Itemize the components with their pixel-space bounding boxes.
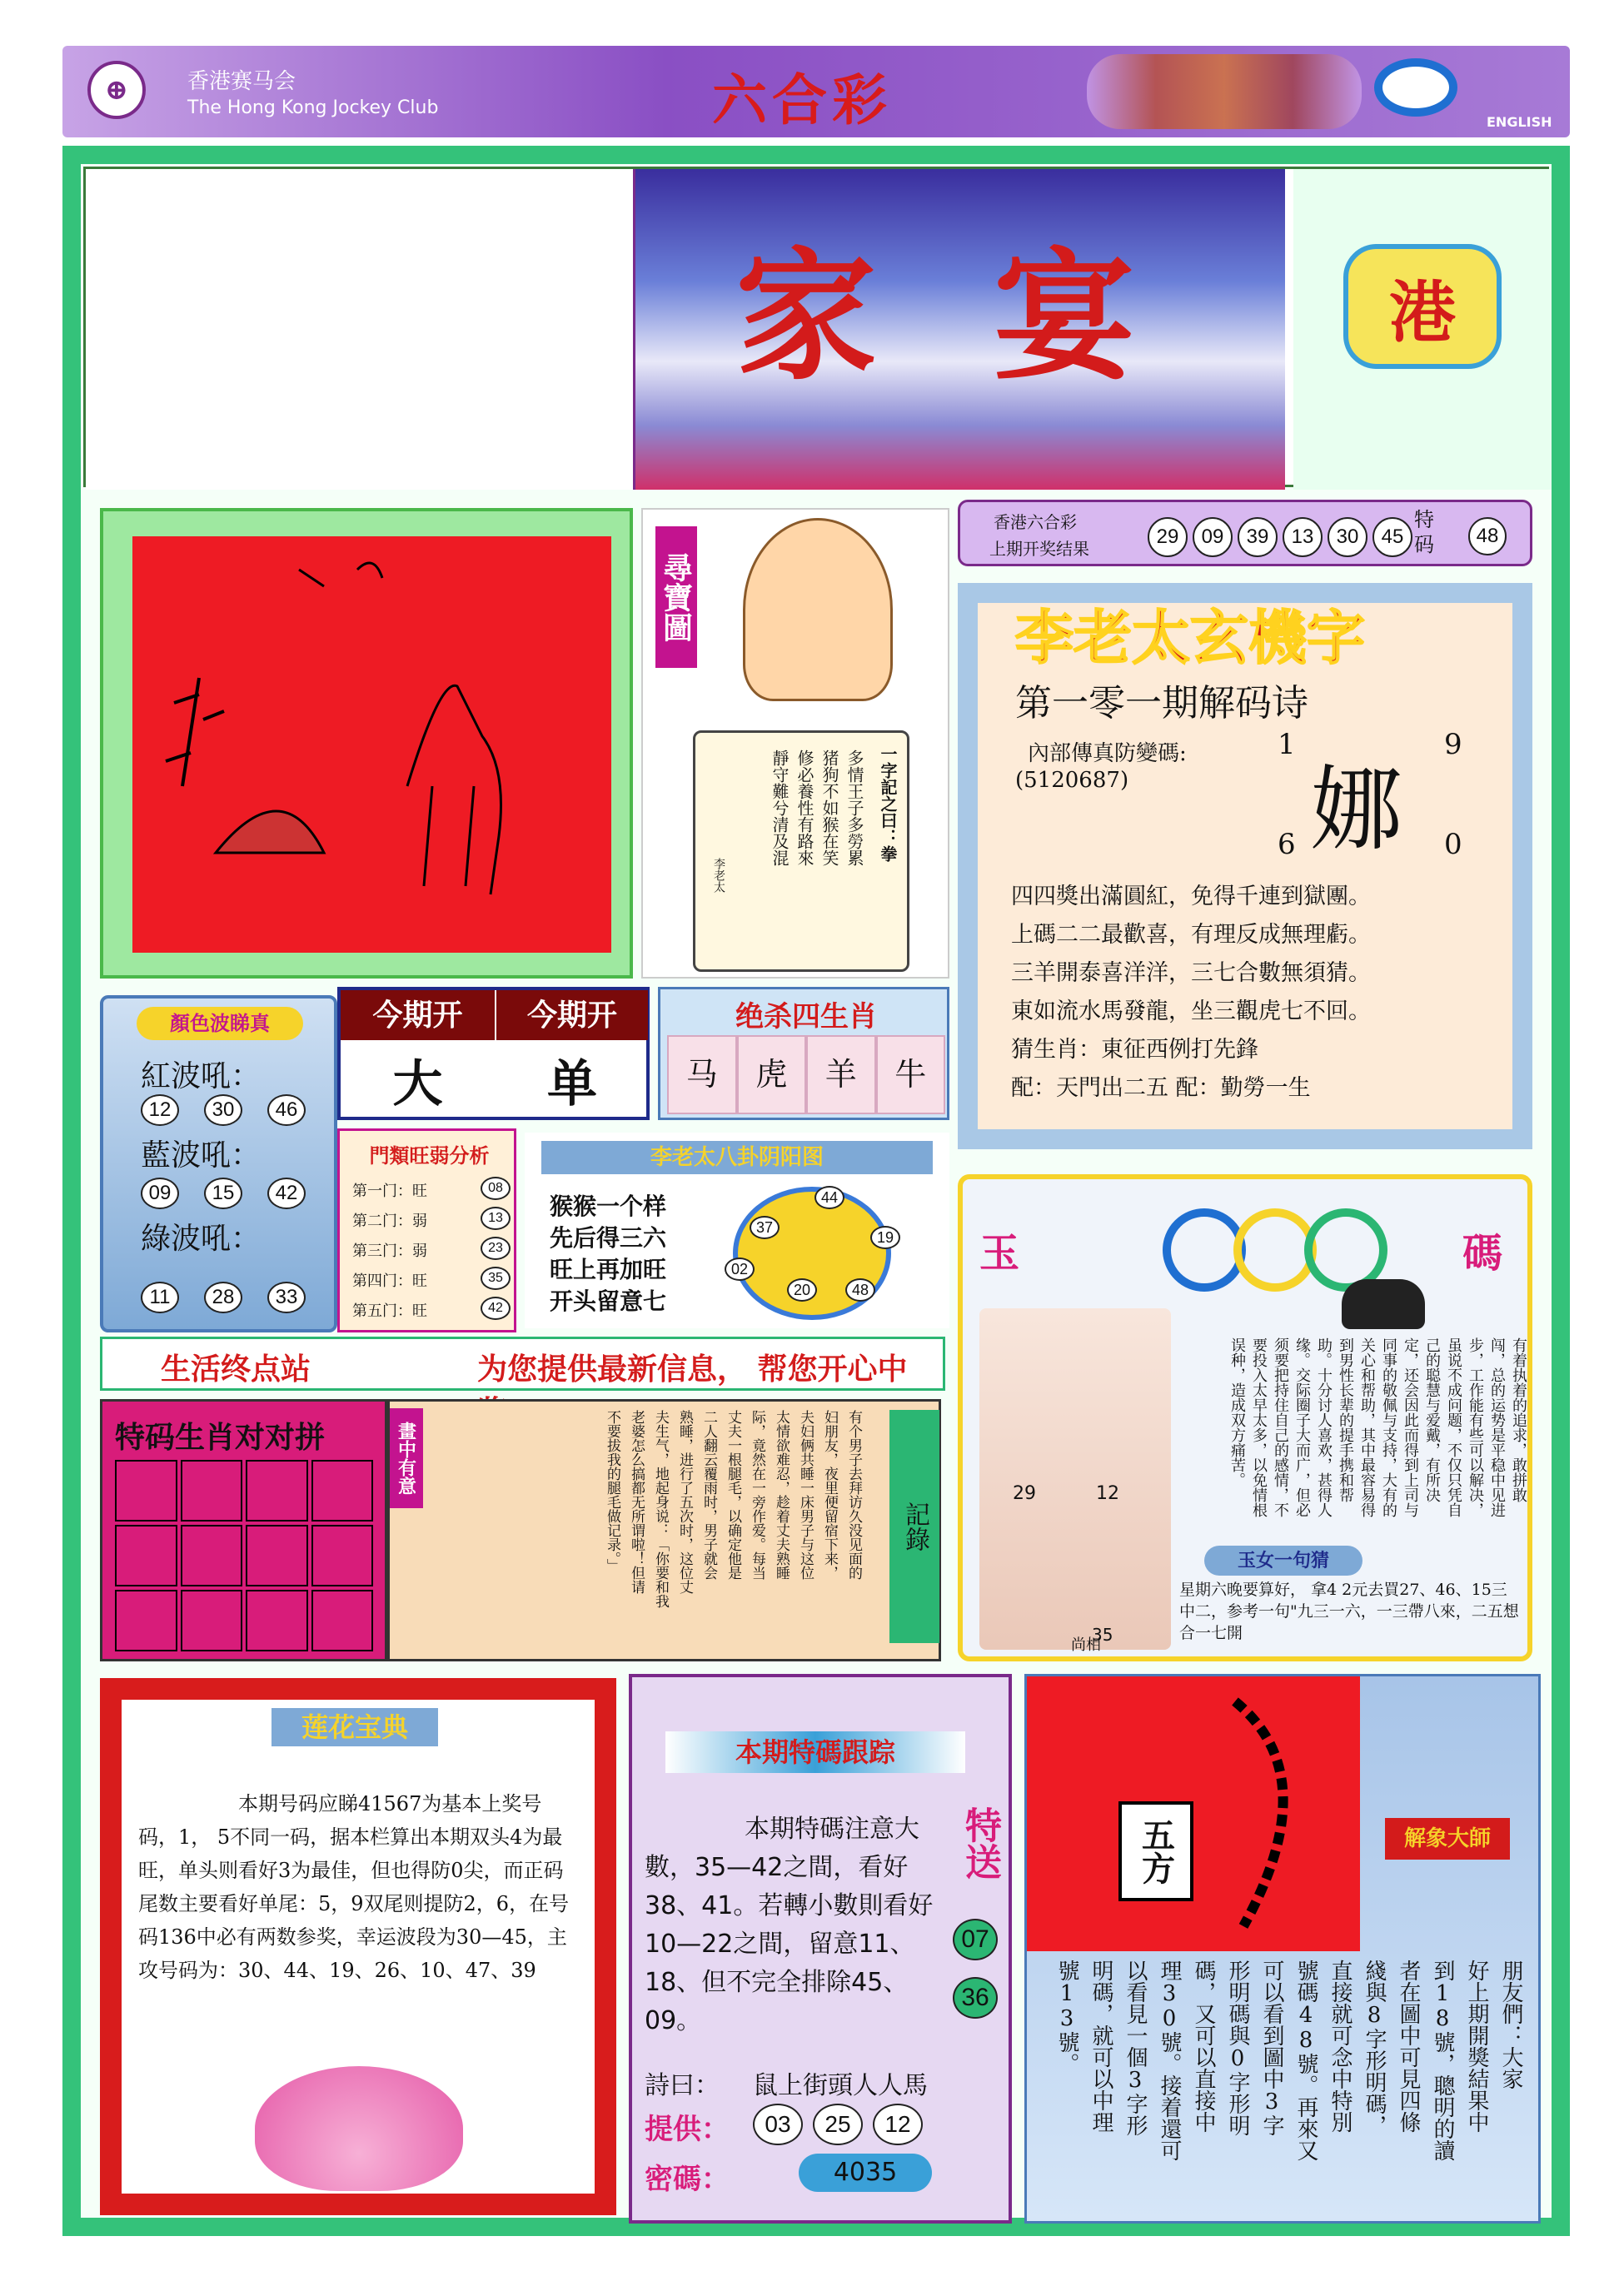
bagua-num: 37 — [750, 1216, 780, 1239]
horse-race-icon — [1087, 54, 1362, 129]
riddle-title: 玉女一句猜 — [1204, 1546, 1362, 1576]
master-col: 形明碼與0字形明 — [1225, 1960, 1250, 2136]
period-head-2: 今期开 — [496, 990, 648, 1040]
bagua-line: 猴猴一个样 — [550, 1193, 667, 1220]
poem-line: 猜生肖：東征西例打先鋒 — [1011, 1037, 1258, 1063]
poem-lines — [1011, 878, 1494, 1108]
red-ball: 30 — [204, 1094, 242, 1126]
olympic-rings-icon — [1163, 1208, 1371, 1292]
photo-num: 29 — [1013, 1483, 1036, 1504]
result-ball: 45 — [1372, 517, 1412, 557]
bagua-panel — [525, 1133, 949, 1328]
painting-image — [132, 536, 611, 953]
poem-text: 鼠上街頭人人馬 — [753, 2071, 928, 2100]
zodiac-cell — [181, 1590, 243, 1651]
kill-four-title: 绝杀四生肖 — [735, 1000, 877, 1033]
bagua-title: 李老太八卦阴阳图 — [541, 1141, 933, 1174]
poem-brand: 李老太玄機字 — [1015, 603, 1365, 672]
result-ball: 09 — [1193, 517, 1233, 557]
painting-frame — [100, 508, 633, 979]
green-ball: 28 — [204, 1282, 242, 1313]
scroll-line-1: 多情王子多勞累 — [844, 750, 864, 866]
story-col: 不要拔我的腿毛做记录。」 — [604, 1410, 620, 1573]
period-head-1: 今期开 — [341, 990, 495, 1040]
bagua-num: 20 — [787, 1278, 817, 1302]
blue-ball: 42 — [267, 1178, 306, 1209]
poem-line: 四四獎出滿圓紅，免得千連到獄團。 — [1011, 884, 1371, 909]
story-col: 妇朋友，夜里便留宿下来， — [821, 1410, 838, 1580]
period-value-1: 大 — [392, 1055, 443, 1113]
lotus-text: 本期号码应睇41567为基本上奖号码，1， 5不同一码，据本栏算出本期双头4为最旺，单头则看好3为最佳，但也得防0尖，而正码尾数主要看好单尾：5，9双尾则提防2，6，在号码136中必有两数参奖，幸运波段为30—45，主攻号码为：30、44、19、26、10、47、39 — [138, 1792, 570, 1982]
story-col: 太情欲难忍，趁着丈夫熟睡 — [773, 1410, 790, 1580]
banner — [83, 167, 1549, 487]
zodiac-cell — [246, 1460, 308, 1522]
corner-num-br: 0 — [1444, 828, 1462, 861]
green-ball: 33 — [267, 1282, 306, 1313]
tracking-title: 本期特碼跟踪 — [665, 1731, 965, 1773]
zodiac-title: 特码生肖对对拼 — [115, 1420, 326, 1455]
riddle-text: 星期六晚要算好， 拿4 2元去買27、46、15三中二，参考一句"九三一六，一三帶八來，二五想合一七開 — [1179, 1581, 1519, 1642]
life-title: 生活终点站 — [161, 1352, 311, 1387]
gate-row: 第四门：旺 35 — [352, 1267, 511, 1297]
scroll-line-3: 修必養性有路來 — [795, 750, 814, 866]
wave-panel — [100, 995, 337, 1332]
master-col: 者在圖中可見四條 — [1396, 1960, 1421, 2133]
side-ball: 07 — [953, 1919, 998, 1960]
photo-num: 35 — [1092, 1625, 1113, 1645]
box-char: 五方 — [1118, 1801, 1193, 1901]
bagua-line: 开头留意七 — [550, 1287, 667, 1315]
kill-item: 牛 — [876, 1035, 946, 1114]
dog-bamboo-drawing — [132, 536, 611, 953]
story-col: 夫生气，地起身说：「你要和我 — [652, 1410, 669, 1608]
scroll-line-4: 靜守難兮清及混 — [770, 750, 790, 866]
poem-line: 東如流水馬發龍，坐三觀虎七不回。 — [1011, 999, 1371, 1024]
story-col: 老婆怎么搞都无所谓啦！但请 — [628, 1410, 645, 1594]
poem-panel — [958, 583, 1532, 1149]
corner-num-tl: 1 — [1278, 728, 1296, 761]
story-col: 有个男子去拜访久没见面的 — [845, 1410, 862, 1580]
period-value-2: 单 — [547, 1055, 597, 1113]
life-slogan: 为您提供最新信息， 帮您开心中 — [477, 1352, 908, 1387]
story-col: 夫妇俩共睡一床男子与这位 — [797, 1410, 814, 1580]
bagua-num: 44 — [814, 1186, 844, 1209]
result-ball: 39 — [1238, 517, 1278, 557]
results-label-2: 上期开奖结果 — [989, 539, 1089, 559]
password-label: 密碼： — [645, 2163, 730, 2196]
gates-rows — [352, 1177, 511, 1327]
story-col: 熟睡，进行了五次时，这位丈 — [676, 1410, 693, 1594]
fax-code: (5120687) — [1015, 768, 1129, 793]
gates-title: 門類旺弱分析 — [369, 1143, 490, 1168]
zodiac-cell — [311, 1525, 374, 1586]
zodiac-cell — [115, 1525, 177, 1586]
gates-analysis — [337, 1128, 516, 1332]
master-col: 到18號，聰明的讀 — [1430, 1960, 1455, 2161]
result-ball: 29 — [1148, 517, 1188, 557]
life-slogan-bar — [100, 1337, 945, 1391]
provide-label: 提供： — [645, 2113, 730, 2146]
corner-num-tr: 9 — [1444, 728, 1462, 761]
story-side: 記錄 — [889, 1410, 939, 1643]
bagua-line: 旺上再加旺 — [550, 1256, 667, 1283]
master-columns — [1044, 1960, 1527, 2209]
poem-line: 三羊開泰喜洋洋，三七合數無須猜。 — [1011, 960, 1371, 986]
result-ball: 30 — [1328, 517, 1367, 557]
special-ball: 48 — [1468, 517, 1507, 555]
blue-ball: 15 — [204, 1178, 242, 1209]
password-value: 4035 — [799, 2154, 932, 2192]
english-link[interactable]: ENGLISH — [1487, 114, 1552, 130]
master-col: 朋友們：大家 — [1498, 1960, 1523, 2089]
master-col: 號碼48號。再來又 — [1293, 1960, 1318, 2161]
big-char: 娜 — [1311, 756, 1402, 863]
kill-item: 马 — [667, 1035, 737, 1114]
zodiac-cell — [311, 1590, 374, 1651]
previous-results — [958, 500, 1532, 566]
story-columns — [523, 1410, 864, 1656]
hk-badge-area — [1293, 169, 1552, 490]
pig-mascot-icon — [743, 518, 893, 701]
org-name-cn: 香港赛马会 — [187, 69, 296, 94]
blank-box — [86, 169, 635, 490]
jade-text: 有着执着的追求，敢拼敢闯，总的运势是平稳中见进步，工作能有些可以解决，虽说不成问题，不仅只凭自己的聪慧与爱戴，有所决定，还会因此而得到上司与同事的敬佩与支持，大有的关心和帮助，其中最容易得到男性长辈的提手携和帮助。十分讨人喜欢，甚得人缘。交际圈子大而广，但必须要把持住自己的感情，不要投入太早太多，以免情根误种，造成双方痛苦。 — [1228, 1337, 1527, 1517]
results-numbers — [1148, 517, 1412, 557]
red-ball: 46 — [267, 1094, 306, 1126]
bead-chain-drawing — [1027, 1676, 1360, 1951]
master-col: 號13號。 — [1054, 1960, 1079, 2074]
red-ball: 12 — [141, 1094, 179, 1126]
provide-numbers — [753, 2104, 923, 2145]
scroll — [693, 730, 909, 972]
bagua-line: 先后得三六 — [550, 1224, 667, 1252]
poem-label: 詩曰： — [645, 2071, 720, 2100]
poem-line: 配：天門出二五 配：勤勞一生 — [1011, 1075, 1311, 1101]
zodiac-grid — [100, 1399, 387, 1661]
master-col: 理30號。接着還可 — [1157, 1960, 1182, 2161]
master-col: 以看見一個3字形 — [1123, 1960, 1148, 2136]
bagua-num: 02 — [725, 1258, 755, 1281]
tracking-text: 本期特碼注意大數，35—42之間，看好38、41。若轉小數則看好10—22之間，留意11、18、但不完全排除45、09。 — [645, 1815, 934, 2035]
poem-subtitle: 第一零一期解码诗 — [1015, 682, 1308, 725]
kill-four — [658, 987, 949, 1120]
master-col: 可以看到圖中3字 — [1259, 1960, 1284, 2136]
this-period — [337, 987, 650, 1120]
master-panel — [1024, 1674, 1541, 2224]
scroll-line-2: 猪狗不如猴在笑 — [819, 750, 839, 866]
green-wave-nums — [141, 1282, 306, 1313]
bagua-num: 48 — [845, 1278, 875, 1302]
red-wave-nums — [141, 1094, 306, 1126]
jade-panel — [958, 1174, 1532, 1661]
red-wave-label: 紅波吼： — [141, 1059, 262, 1093]
blue-ball: 09 — [141, 1178, 179, 1209]
org-name-en: The Hong Kong Jockey Club — [187, 97, 439, 118]
header-bar — [62, 46, 1570, 137]
zodiac-cells — [115, 1460, 373, 1651]
special-label: 特码 — [1414, 508, 1434, 556]
tracking-panel — [629, 1674, 1012, 2224]
jade-photo — [979, 1308, 1171, 1654]
scroll-sign: 李老太 — [712, 858, 725, 893]
story-col: 二人翻云覆雨时，男子就会 — [700, 1410, 717, 1580]
zodiac-cell — [311, 1460, 374, 1522]
bagua-lines — [550, 1191, 666, 1317]
lottery-logo-icon[interactable] — [1374, 58, 1457, 117]
hkjc-logo-icon[interactable]: ⊕ — [87, 61, 146, 119]
zodiac-cell — [246, 1590, 308, 1651]
result-ball: 13 — [1283, 517, 1323, 557]
story-col: 际，竟然在一旁作爱。每当 — [749, 1410, 765, 1580]
master-col: 明碼，就可以中理 — [1088, 1960, 1113, 2133]
provide-ball: 12 — [873, 2104, 923, 2145]
kill-item: 羊 — [806, 1035, 876, 1114]
treasure-map — [641, 508, 949, 979]
wave-title: 顏色波睇真 — [137, 1007, 303, 1040]
gate-row: 第一门：旺 08 — [352, 1177, 511, 1207]
kill-four-items — [667, 1035, 945, 1114]
zodiac-cell — [246, 1525, 308, 1586]
lotus-flower-icon — [255, 2066, 463, 2191]
banner-title: 家宴 — [735, 233, 1253, 400]
blue-wave-nums — [141, 1178, 306, 1209]
story-col: 丈夫一根腿毛，以确定他是 — [725, 1410, 741, 1580]
poem-line: 上碼二二最歡喜，有理反成無理虧。 — [1011, 922, 1371, 948]
gate-row: 第二门：弱 13 — [352, 1207, 511, 1237]
kill-item: 虎 — [737, 1035, 807, 1114]
lotus-title: 莲花宝典 — [271, 1708, 438, 1746]
side-ball: 36 — [953, 1977, 998, 2019]
lotus-panel — [100, 1678, 616, 2215]
green-ball: 11 — [141, 1282, 179, 1313]
master-col: 碼，又可以直接中 — [1191, 1960, 1216, 2133]
page-title: 六合彩 — [712, 67, 892, 132]
provide-ball: 03 — [753, 2104, 803, 2145]
results-label-1: 香港六合彩 — [994, 512, 1077, 532]
zodiac-cell — [115, 1590, 177, 1651]
corner-num-bl: 6 — [1278, 828, 1296, 861]
photo-caption: 尚相 — [1071, 1636, 1101, 1654]
zodiac-cell — [181, 1460, 243, 1522]
master-col: 綫與8字形明碼， — [1362, 1960, 1387, 2136]
zodiac-cell — [181, 1525, 243, 1586]
monkey-icon — [1342, 1279, 1425, 1329]
blue-wave-label: 藍波吼： — [141, 1138, 262, 1173]
gate-row: 第五门：旺 42 — [352, 1297, 511, 1327]
gate-row: 第三门：弱 23 — [352, 1237, 511, 1267]
treasure-map-label: 尋寶圖 — [655, 526, 697, 668]
tracking-side-label: 特送 — [959, 1806, 1001, 1880]
jade-title-left: 玉 — [979, 1230, 1020, 1277]
story-tag: 畫中有意 — [390, 1408, 423, 1508]
master-col: 直接就可念中特別 — [1328, 1960, 1353, 2133]
hk-badge-icon: 港 — [1343, 244, 1502, 369]
master-label: 解象大師 — [1385, 1818, 1510, 1860]
zodiac-cell — [115, 1460, 177, 1522]
bagua-num: 19 — [870, 1226, 900, 1249]
provide-ball: 25 — [813, 2104, 863, 2145]
jade-title-right: 碼 — [1462, 1230, 1503, 1277]
master-col: 好上期開獎結果中 — [1464, 1960, 1489, 2133]
master-image — [1027, 1676, 1360, 1951]
scroll-title: 一字記之曰：拳 — [878, 745, 898, 862]
photo-num: 12 — [1096, 1483, 1119, 1504]
fax-label: 內部傳真防變碼: — [1028, 741, 1187, 766]
banner-sky — [635, 169, 1285, 490]
green-wave-label: 綠波吼： — [141, 1222, 262, 1256]
story-panel — [387, 1399, 941, 1661]
